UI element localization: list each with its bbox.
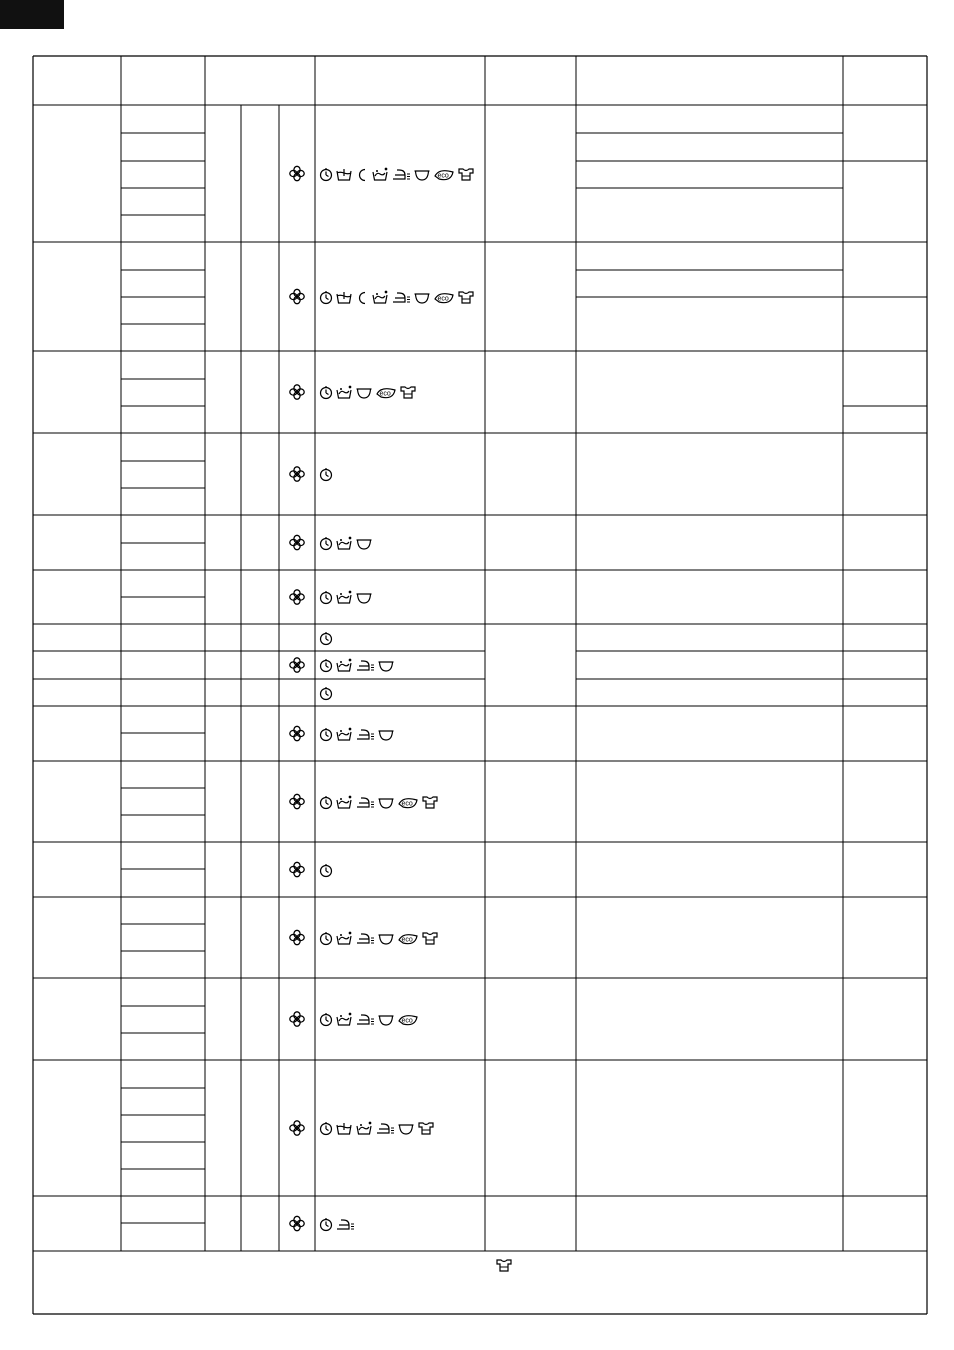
- svg-text:eco: eco: [401, 800, 413, 807]
- program-icons: [319, 1214, 355, 1234]
- program-icons: [319, 464, 333, 484]
- fan-icon: [290, 726, 304, 740]
- timer-icon: [319, 630, 333, 646]
- prewash-icon: [335, 1120, 353, 1136]
- timer-icon: [319, 384, 333, 400]
- tub-icon: [413, 289, 431, 305]
- timer-icon: [319, 466, 333, 482]
- eco-icon: [397, 930, 419, 946]
- tub-icon: [413, 166, 431, 182]
- tub-icon: [397, 1120, 415, 1136]
- program-icons: [319, 860, 333, 880]
- program-icons: [319, 928, 439, 948]
- eco-icon: [397, 794, 419, 810]
- program-icons: [319, 164, 475, 184]
- timer-icon: [319, 930, 333, 946]
- iron-icon: [355, 794, 375, 810]
- fan-icon: [290, 535, 304, 549]
- iron-icon: [355, 930, 375, 946]
- eco-icon: [397, 1011, 419, 1027]
- header-cell: [576, 56, 843, 105]
- fan-icon: [290, 794, 304, 808]
- shirt-icon: [421, 930, 439, 946]
- tub-icon: [377, 726, 395, 742]
- tub-icon: [377, 930, 395, 946]
- intensive-icon: [335, 384, 353, 400]
- fan-icon: [290, 862, 304, 876]
- intensive-icon: [371, 289, 389, 305]
- intensive-icon: [335, 535, 353, 551]
- intensive-icon: [355, 1120, 373, 1136]
- eco-icon: [433, 166, 455, 182]
- iron-icon: [391, 289, 411, 305]
- iron-icon: [335, 1216, 355, 1232]
- shirt-icon: [417, 1120, 435, 1136]
- header-cell: [843, 56, 927, 105]
- intensive-icon: [335, 589, 353, 605]
- eco-icon: [375, 384, 397, 400]
- fan-icon: [290, 166, 304, 180]
- shirt-icon: [457, 166, 475, 182]
- shirt-icon: [421, 794, 439, 810]
- program-icons: [319, 1118, 435, 1138]
- timer-icon: [319, 862, 333, 878]
- iron-icon: [375, 1120, 395, 1136]
- night-icon: [355, 289, 369, 305]
- program-icons: [319, 792, 439, 812]
- svg-text:eco: eco: [401, 1017, 413, 1025]
- header-cell: [485, 56, 576, 105]
- program-icons: [319, 655, 395, 675]
- timer-icon: [319, 685, 333, 701]
- fan-icon: [290, 467, 304, 481]
- intensive-icon: [335, 657, 353, 673]
- iron-icon: [391, 166, 411, 182]
- program-icons: [319, 287, 475, 307]
- intensive-icon: [371, 166, 389, 182]
- tub-icon: [355, 384, 373, 400]
- fan-icon: [290, 658, 304, 672]
- svg-text:eco: eco: [379, 390, 391, 398]
- timer-icon: [319, 589, 333, 605]
- prewash-icon: [335, 289, 353, 305]
- tub-icon: [377, 657, 395, 673]
- program-icons: [319, 533, 373, 553]
- fan-icon: [290, 590, 304, 604]
- prewash-icon: [335, 166, 353, 182]
- iron-icon: [355, 726, 375, 742]
- program-icons: [319, 683, 333, 703]
- fan-icon: [290, 1216, 304, 1230]
- eco-icon: [433, 289, 455, 305]
- fan-icon: [290, 385, 304, 399]
- timer-icon: [319, 535, 333, 551]
- tub-icon: [377, 794, 395, 810]
- timer-icon: [319, 1120, 333, 1136]
- timer-icon: [319, 1216, 333, 1232]
- iron-icon: [355, 1011, 375, 1027]
- intensive-icon: [335, 1011, 353, 1027]
- timer-icon: [319, 1011, 333, 1027]
- fan-icon: [290, 1121, 304, 1135]
- header-cell: [315, 56, 485, 105]
- tub-icon: [377, 1011, 395, 1027]
- timer-icon: [319, 657, 333, 673]
- program-icons: [319, 587, 373, 607]
- shirt-icon: [457, 289, 475, 305]
- svg-text:eco: eco: [437, 172, 449, 179]
- header-cell: [33, 56, 121, 105]
- svg-text:eco: eco: [401, 936, 413, 943]
- tub-icon: [355, 535, 373, 551]
- program-icons: [319, 1009, 419, 1029]
- fan-icon: [290, 930, 304, 944]
- timer-icon: [319, 794, 333, 810]
- program-icons: [319, 628, 333, 648]
- intensive-icon: [335, 794, 353, 810]
- program-icons: [319, 382, 417, 402]
- shirt-icon: [495, 1257, 513, 1273]
- iron-icon: [355, 657, 375, 673]
- fan-icon: [290, 1012, 304, 1026]
- intensive-icon: [335, 930, 353, 946]
- header-cell: [121, 56, 205, 105]
- shirt-icon: [399, 384, 417, 400]
- night-icon: [355, 166, 369, 182]
- tub-icon: [355, 589, 373, 605]
- header-cell: [205, 56, 315, 105]
- timer-icon: [319, 289, 333, 305]
- timer-icon: [319, 726, 333, 742]
- fan-icon: [290, 289, 304, 303]
- timer-icon: [319, 166, 333, 182]
- intensive-icon: [335, 726, 353, 742]
- program-icons: [319, 724, 395, 744]
- svg-text:eco: eco: [437, 295, 449, 302]
